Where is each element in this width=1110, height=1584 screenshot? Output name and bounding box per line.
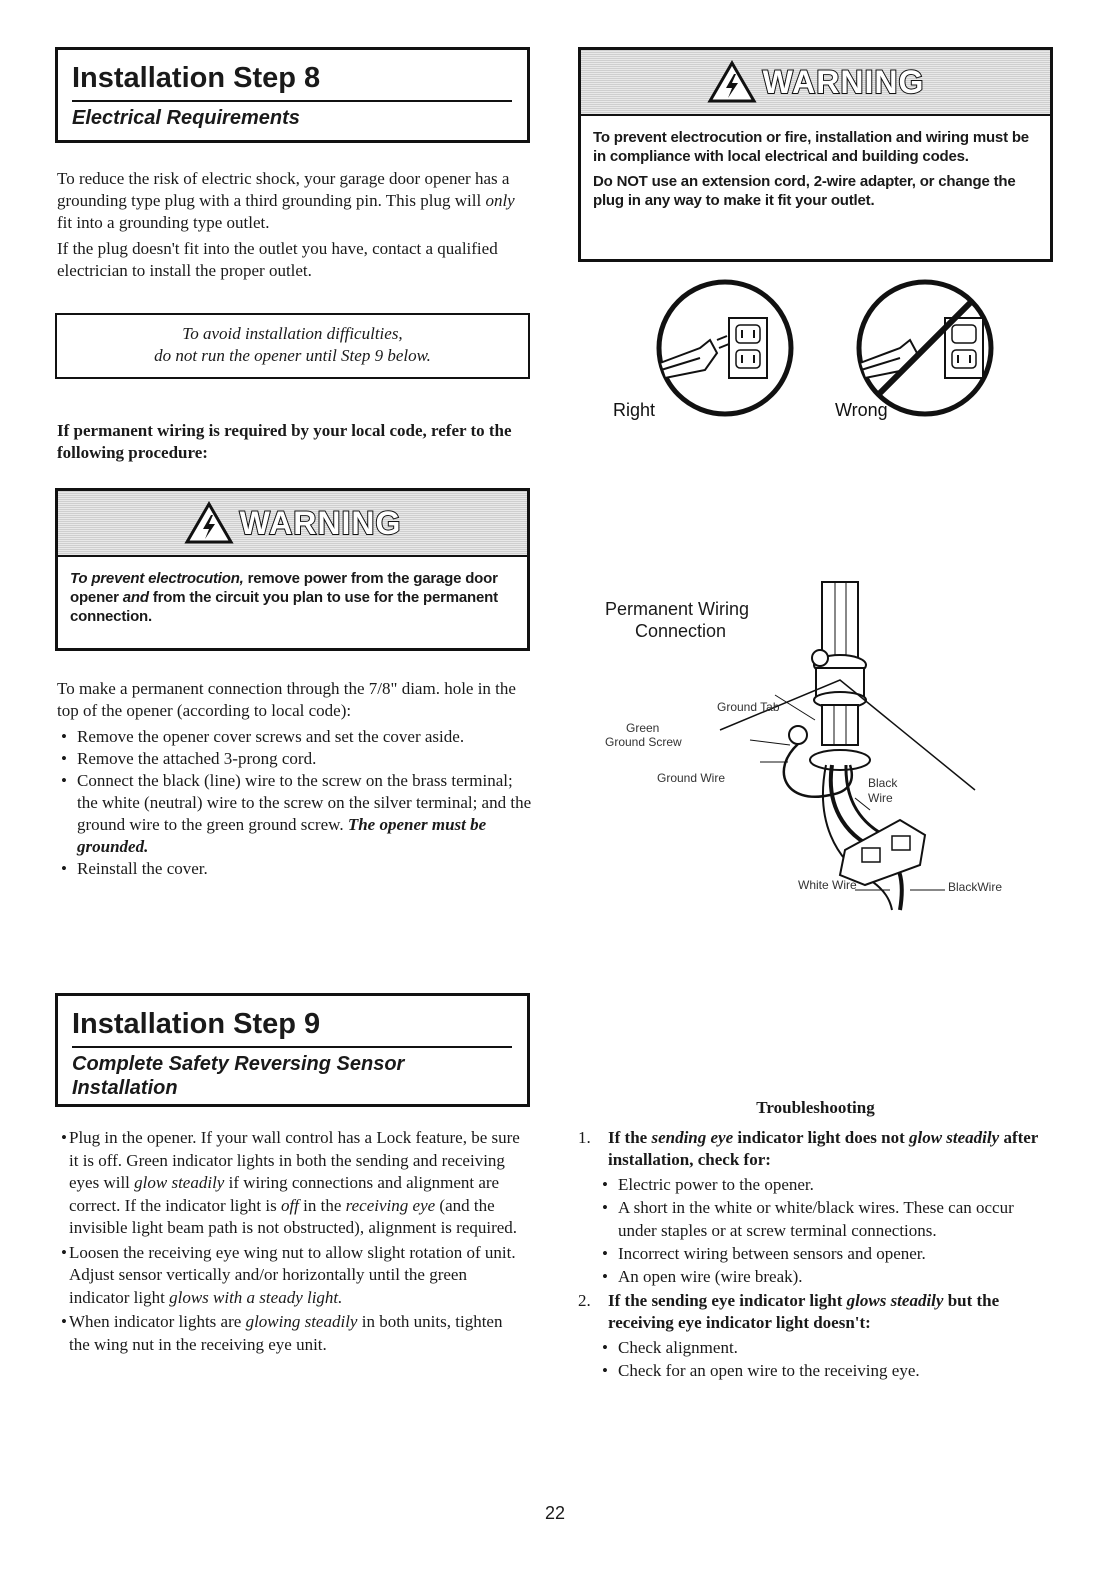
label-black-wire: BlackWire xyxy=(948,880,1003,894)
warning-header-top xyxy=(581,50,1050,116)
list-item: • When indicator lights are glowing steadily in both units, tighten the wing nut in the receiving eye unit. xyxy=(57,1311,527,1356)
wrong-label: Wrong xyxy=(835,400,888,420)
step8-title: Installation Step 8 xyxy=(72,62,321,94)
electric-hazard-icon xyxy=(707,60,757,104)
list-item: • Loosen the receiving eye wing nut to allow slight rotation of unit. Adjust sensor vertically and/or horizontally until the green indicator light glows with a steady light. xyxy=(57,1242,527,1310)
list-item: • Incorrect wiring between sensors and opener. xyxy=(598,1242,1053,1265)
list-item: • Remove the attached 3-prong cord. xyxy=(57,748,532,770)
label-green: Green xyxy=(626,721,660,735)
troubleshooting xyxy=(578,1097,1053,1382)
list-item: • Connect the black (line) wire to the screw on the brass terminal; the white (neutral) wire to the screw on the silver terminal; and the ground wire to the green ground screw. The opener must be grounded. xyxy=(57,770,532,858)
label-white-wire: White Wire xyxy=(798,878,857,892)
list-item: • Check alignment. xyxy=(598,1336,1053,1359)
warning-heading-mid: WARNING xyxy=(239,504,402,541)
step8-intro xyxy=(57,168,527,282)
wrong-plug-illustration xyxy=(859,282,991,414)
warning-heading-top: WARNING xyxy=(762,63,925,100)
list-item: • Check for an open wire to the receiving eye. xyxy=(598,1359,1053,1382)
page-number: 22 xyxy=(544,1503,566,1523)
permanent-heading: If permanent wiring is required by your local code, refer to the following procedure: xyxy=(57,421,512,462)
label-ground-screw: Ground Screw xyxy=(605,735,682,749)
plug-figure xyxy=(605,278,1005,428)
step9-title: Installation Step 9 xyxy=(72,1008,321,1040)
warning-box-mid xyxy=(55,488,530,651)
troubleshooting-title: Troubleshooting xyxy=(756,1098,875,1117)
list-item: • A short in the white or white/black wires. These can occur under staples or at screw terminal connections. xyxy=(598,1196,1053,1242)
notice-line-2: do not run the opener until Step 9 below. xyxy=(154,346,431,365)
troubleshooting-item-1: 1. If the sending eye indicator light does not glow steadily after installation, check for: xyxy=(578,1128,1039,1169)
list-item: • Electric power to the opener. xyxy=(598,1173,1053,1196)
warning-box-top xyxy=(578,47,1053,262)
electric-hazard-icon xyxy=(184,501,234,545)
step9-subtitle-1: Complete Safety Reversing Sensor xyxy=(72,1053,405,1075)
right-label: Right xyxy=(613,400,656,420)
list-item: • An open wire (wire break). xyxy=(598,1265,1053,1288)
label-wire: Wire xyxy=(868,791,893,805)
step9-header xyxy=(55,993,530,1107)
troubleshooting-item-2: 2. If the sending eye indicator light glows steadily but the receiving eye indicator light doesn't: xyxy=(578,1291,1000,1332)
procedure-list xyxy=(57,726,532,880)
step9-instructions xyxy=(57,1127,527,1356)
notice-line-1: To avoid installation difficulties, xyxy=(182,324,403,343)
wiring-figure-title: Permanent Wiring Connection xyxy=(605,599,750,641)
notice-box xyxy=(55,313,530,379)
procedure-intro: To make a permanent connection through the 7/8" diam. hole in the top of the opener (according to local code): xyxy=(57,679,516,720)
warning-mid-text: To prevent electrocution, remove power from the garage door opener and from the circuit you plan to use for the permanent connection. xyxy=(70,570,498,625)
step8-header xyxy=(55,47,530,143)
intro-paragraph-2: If the plug doesn't fit into the outlet you have, contact a qualified electrician to install the proper outlet. xyxy=(57,239,498,280)
warning-top-p1: To prevent electrocution or fire, installation and wiring must be in compliance with local electrical and building codes. xyxy=(593,129,1029,165)
warning-header-mid xyxy=(58,491,527,557)
step9-subtitle-2: Installation xyxy=(72,1077,178,1099)
label-ground-wire: Ground Wire xyxy=(657,771,726,785)
label-ground-tab: Ground Tab xyxy=(717,700,780,714)
label-black: Black xyxy=(868,776,898,790)
intro-paragraph-1: To reduce the risk of electric shock, your garage door opener has a grounding type plug with a third grounding pin. This plug will only fit into a grounding type outlet. xyxy=(57,169,515,232)
step8-subtitle: Electrical Requirements xyxy=(72,107,300,129)
list-item: • Remove the opener cover screws and set the cover aside. xyxy=(57,726,532,748)
list-item: • Reinstall the cover. xyxy=(57,858,532,880)
list-item: • Plug in the opener. If your wall control has a Lock feature, be sure it is off. Green indicator lights in both the sending and receiving eyes will glow steadily if wiring connections and alignment are correct. If the indicator light is off in the receiving eye (and the invisible light beam path is not obstructed), alignment is required. xyxy=(57,1127,527,1240)
right-plug-illustration xyxy=(659,282,791,414)
procedure xyxy=(57,678,532,880)
warning-top-p2: Do NOT use an extension cord, 2-wire adapter, or change the plug in any way to make it fit your outlet. xyxy=(593,173,1016,209)
